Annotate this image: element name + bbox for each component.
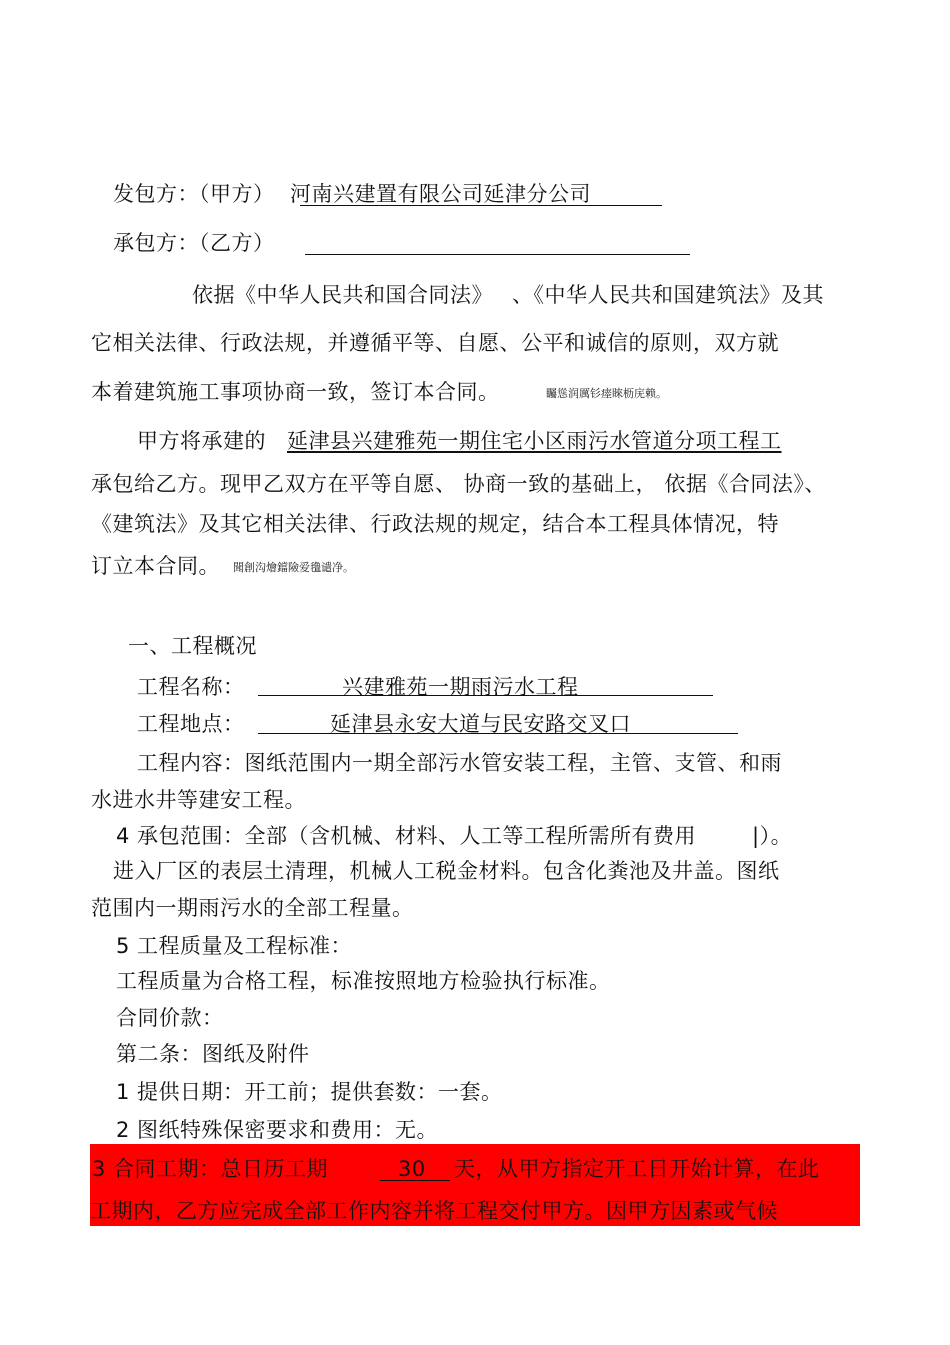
preamble-line2: 它相关法律、行政法规，并遵循平等、自愿、公平和诚信的原则，双方就 xyxy=(91,331,779,355)
intro-line4: 订立本合同。 xyxy=(91,554,220,578)
section1-heading: 一、工程概况 xyxy=(128,634,257,658)
scope-line2: 进入厂区的表层土清理，机械人工税金材料。包含化粪池及井盖。图纸 xyxy=(113,859,780,883)
project-location-value: 延津县永安大道与民安路交叉口 xyxy=(330,712,631,736)
duration-line1b: 天，从甲方指定开工日开始计算，在此 xyxy=(454,1157,820,1181)
noise-text-1: 矚慫润厲钐瘗睞枥庑赖。 xyxy=(546,387,667,400)
quality-text: 工程质量为合格工程，标准按照地方检验执行标准。 xyxy=(116,969,611,993)
party-a-label: 发包方：（甲方） xyxy=(113,182,275,206)
duration-days: 30 xyxy=(398,1157,426,1181)
article2-item1: 1 提供日期：开工前；提供套数：一套。 xyxy=(116,1080,503,1104)
party-a-name: 河南兴建置有限公司延津分公司 xyxy=(290,182,591,206)
duration-line2: 工期内，乙方应完成全部工作内容并将工程交付甲方。因甲方因素或气候 xyxy=(90,1199,778,1223)
project-title: 延津县兴建雅苑一期住宅小区雨污水管道分项工程工 xyxy=(287,429,782,453)
intro-line3: 《建筑法》及其它相关法律、行政法规的规定，结合本工程具体情况，特 xyxy=(91,512,779,536)
party-b-label: 承包方：（乙方） xyxy=(113,231,275,255)
contract-price: 合同价款： xyxy=(116,1006,224,1030)
project-name-value: 兴建雅苑一期雨污水工程 xyxy=(342,675,579,699)
intro-lead: 甲方将承建的 xyxy=(137,429,266,453)
project-location-label: 工程地点： xyxy=(137,712,245,736)
article2-item2: 2 图纸特殊保密要求和费用：无。 xyxy=(116,1118,439,1142)
scope-mark: |）。 xyxy=(752,824,793,848)
quality-heading: 5 工程质量及工程标准： xyxy=(116,934,353,958)
article2-heading: 第二条：图纸及附件 xyxy=(116,1042,310,1066)
duration-line1a: 3 合同工期：总日历工期 xyxy=(92,1157,329,1181)
content-line2: 水进水井等建安工程。 xyxy=(91,788,306,812)
content-line1: 工程内容：图纸范围内一期全部污水管安装工程，主管、支管、和雨 xyxy=(137,751,782,775)
scope-line1: 4 承包范围：全部（含机械、材料、人工等工程所需所有费用 xyxy=(116,824,697,848)
scope-line3: 范围内一期雨污水的全部工程量。 xyxy=(91,896,414,920)
project-name-label: 工程名称： xyxy=(137,675,245,699)
party-b-blank-line[interactable] xyxy=(305,254,690,255)
noise-text-2: 聞創沟燴鐺險爱氇谴净。 xyxy=(233,561,354,574)
preamble-line3: 本着建筑施工事项协商一致，签订本合同。 xyxy=(91,380,500,404)
preamble-line1a: 依据《中华人民共和国合同法》 xyxy=(192,283,493,307)
intro-line2: 承包给乙方。现甲乙双方在平等自愿、 协商一致的基础上， 依据《合同法》、 xyxy=(91,472,826,496)
preamble-line1b: 、《中华人民共和国建筑法》及其 xyxy=(512,283,824,307)
party-a-underline xyxy=(300,205,662,206)
